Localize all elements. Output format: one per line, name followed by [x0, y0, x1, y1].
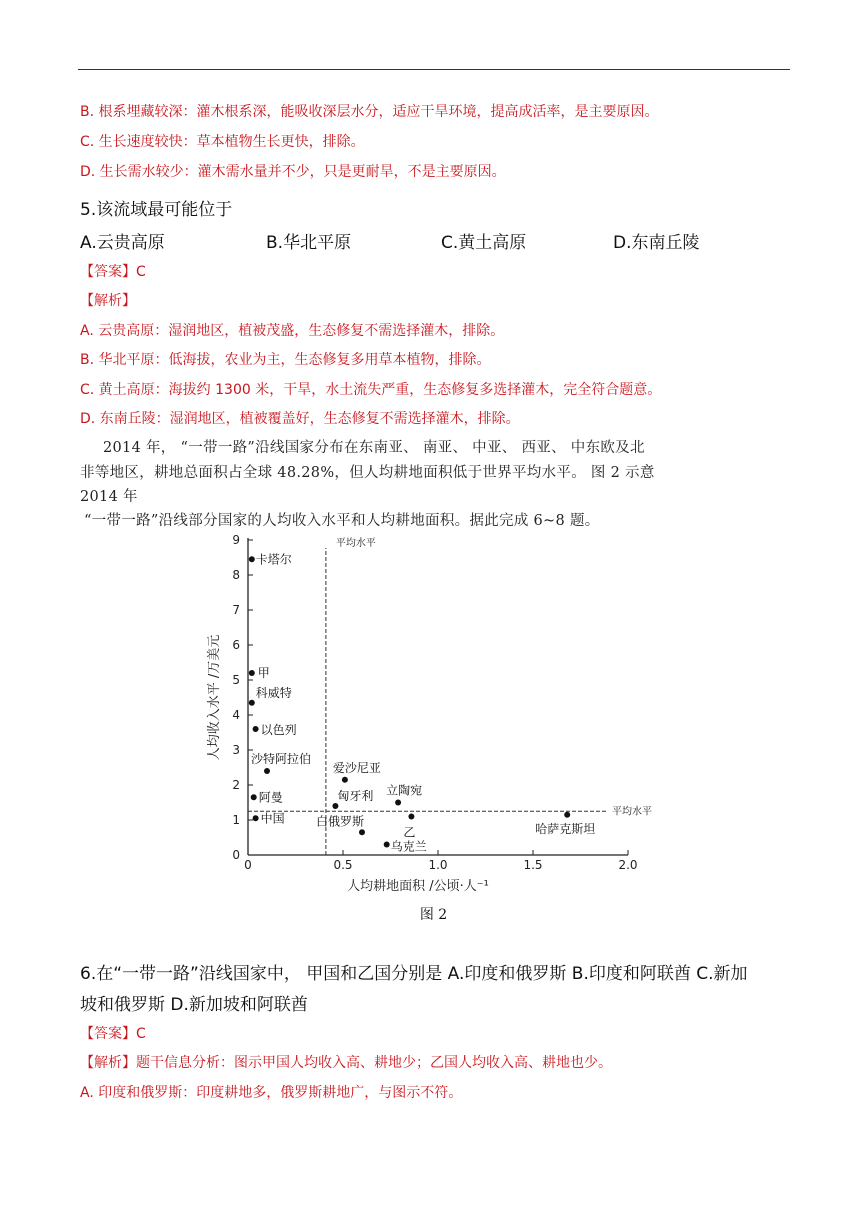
data-point-label: 匈牙利 [337, 789, 374, 803]
data-point-label: 甲 [257, 666, 270, 680]
data-point [249, 700, 255, 706]
x-tick-label: 0 [244, 858, 252, 872]
x-axis-label: 人均耕地面积 /公顷·人⁻¹ [347, 879, 489, 894]
x-tick-label: 1.0 [428, 858, 448, 872]
data-point-label: 中国 [260, 811, 285, 826]
data-point [251, 794, 257, 800]
y-tick-label: 5 [232, 673, 240, 687]
y-tick-label: 1 [232, 813, 240, 827]
y-tick-label: 9 [232, 533, 240, 547]
question-5: 5.该流域最可能位于 [80, 200, 233, 220]
q6-option-a-analysis: A. 印度和俄罗斯：印度耕地多，俄罗斯耕地广，与图示不符。 [80, 1085, 463, 1101]
y-tick-label: 4 [232, 708, 240, 722]
y-tick-label: 2 [232, 778, 240, 792]
header-rule [78, 69, 790, 70]
q5-option-c: C.黄土高原 [441, 233, 527, 253]
data-point [395, 800, 401, 806]
data-point-label: 以色列 [260, 723, 297, 737]
q5-analysis-d: D. 东南丘陵：湿润地区，植被覆盖好，生态修复不需选择灌木，排除。 [80, 411, 520, 427]
question-6-line-1: 6.在“一带一路”沿线国家中， 甲国和乙国分别是 A.印度和俄罗斯 B.印度和阿联酋 C.新加 [80, 964, 748, 984]
data-point [359, 829, 365, 835]
x-average-label: 平均水平 [335, 538, 376, 549]
data-point-label: 乙 [403, 825, 416, 840]
intro-line-2: 非等地区，耕地总面积占全球 48.28%，但人均耕地面积低于世界平均水平。 图 2 示意 [80, 465, 655, 481]
data-point-label: 立陶宛 [386, 783, 423, 798]
data-point [408, 814, 414, 820]
q5-answer: 【答案】C [80, 264, 146, 280]
data-point-label: 爱沙尼亚 [332, 760, 381, 775]
question-6-line-2: 坡和俄罗斯 D.新加坡和阿联酋 [80, 995, 308, 1015]
x-tick-label: 1.5 [523, 858, 543, 872]
q6-answer: 【答案】C [80, 1026, 146, 1042]
q5-option-b: B.华北平原 [266, 233, 352, 253]
data-point-label: 卡塔尔 [255, 552, 292, 567]
data-point [332, 803, 338, 809]
data-point [384, 842, 390, 848]
q5-analysis-b: B. 华北平原：低海拔，农业为主，生态修复多用草本植物，排除。 [80, 352, 491, 368]
data-point-label: 乌克兰 [390, 839, 427, 854]
q5-analysis-a: A. 云贵高原：湿润地区，植被茂盛，生态修复不需选择灌木，排除。 [80, 323, 505, 339]
data-point [253, 815, 259, 821]
y-tick-label: 3 [232, 743, 240, 757]
data-point-label: 哈萨克斯坦 [535, 821, 596, 836]
x-tick-label: 2.0 [618, 858, 638, 872]
data-point [342, 777, 348, 783]
explanation-line-b: B. 根系埋藏较深：灌木根系深，能吸收深层水分，适应干旱环境，提高成活率，是主要原因。 [80, 104, 659, 120]
q5-analysis-label: 【解析】 [80, 293, 136, 309]
explanation-line-c: C. 生长速度较快：草本植物生长更快，排除。 [80, 134, 365, 150]
q5-option-d: D.东南丘陵 [613, 233, 700, 253]
explanation-line-d: D. 生长需水较少：灌木需水量并不少，只是更耐旱，不是主要原因。 [80, 164, 506, 180]
data-point [253, 726, 259, 732]
data-point [249, 670, 255, 676]
y-average-label: 平均水平 [612, 806, 652, 818]
data-point [564, 812, 570, 818]
q6-analysis: 【解析】题干信息分析：图示甲国人均收入高、耕地少；乙国人均收入高、耕地也少。 [80, 1055, 612, 1071]
y-tick-label: 6 [232, 638, 240, 652]
y-tick-label: 8 [232, 568, 240, 582]
data-point-label: 科威特 [255, 685, 292, 700]
intro-line-3: 2014 年 [80, 489, 138, 505]
intro-line-4: “一带一路”沿线部分国家的人均收入水平和人均耕地面积。据此完成 6~8 题。 [84, 513, 600, 529]
data-point-label: 沙特阿拉伯 [251, 752, 312, 766]
data-point [264, 768, 270, 774]
y-tick-label: 0 [232, 848, 240, 862]
data-point [249, 556, 255, 562]
y-tick-label: 7 [232, 603, 240, 617]
data-point-label: 白俄罗斯 [316, 814, 365, 829]
intro-line-1: 2014 年， “一带一路”沿线国家分布在东南亚、 南亚、 中亚、 西亚、 中东欧及北 [103, 440, 645, 456]
scatter-chart [200, 530, 680, 900]
y-axis-label: 人均收入水平 /万美元 [207, 634, 222, 761]
figure-caption: 图 2 [419, 907, 448, 923]
x-tick-label: 0.5 [333, 858, 353, 872]
data-point-label: 阿曼 [258, 790, 283, 805]
q5-option-a: A.云贵高原 [80, 233, 165, 253]
q5-analysis-c: C. 黄土高原：海拔约 1300 米，干旱，水土流失严重，生态修复多选择灌木，完全符合题意。 [80, 382, 662, 398]
